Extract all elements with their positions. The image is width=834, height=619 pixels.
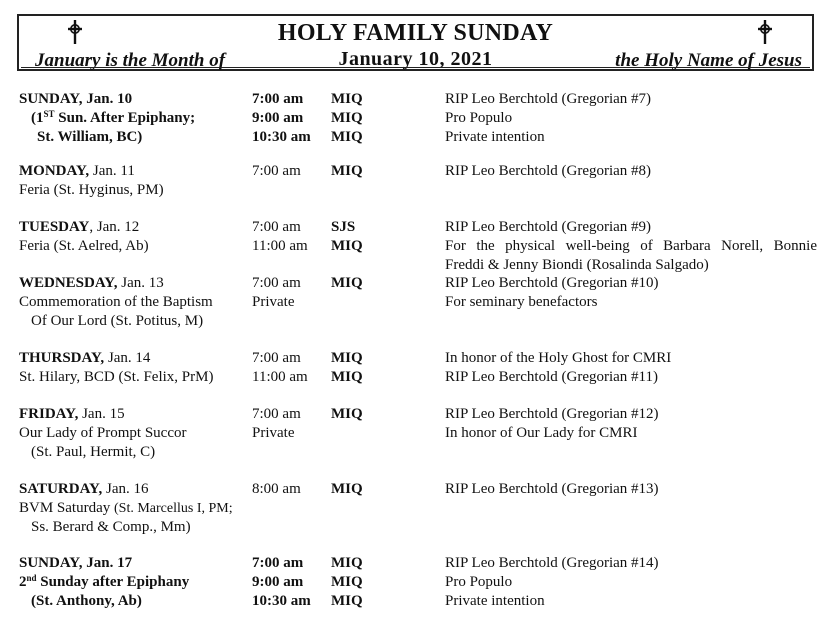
celebrant: MIQ <box>331 369 363 385</box>
feast-line: BVM Saturday (St. Marcellus I, PM; <box>19 500 233 516</box>
mass-time: Private <box>252 294 295 310</box>
mass-time: 11:00 am <box>252 369 308 385</box>
feast-line: (1ST Sun. After Epiphany; <box>31 109 196 126</box>
mass-intention: RIP Leo Berchtold (Gregorian #8) <box>445 163 652 179</box>
mass-time: 11:00 am <box>252 238 308 254</box>
mass-intention: RIP Leo Berchtold (Gregorian #10) <box>445 275 659 291</box>
celebrant: MIQ <box>331 574 363 590</box>
mass-intention-continued: Freddi & Jenny Biondi (Rosalinda Salgado) <box>445 257 709 273</box>
celebrant: MIQ <box>331 129 363 145</box>
celebrant: SJS <box>331 219 356 235</box>
mass-time: 7:00 am <box>252 219 301 235</box>
mass-time: 7:00 am <box>252 163 301 179</box>
feast-line: Of Our Lord (St. Potitus, M) <box>31 313 204 329</box>
feast-line: (St. Paul, Hermit, C) <box>31 444 156 460</box>
bulletin-header <box>17 14 814 71</box>
feast-line: 2nd Sunday after Epiphany <box>19 573 190 590</box>
header-divider <box>21 67 810 68</box>
mass-intention: Private intention <box>445 129 545 145</box>
mass-time: 10:30 am <box>252 129 311 145</box>
feast-line: St. Hilary, BCD (St. Felix, PrM) <box>19 369 214 385</box>
feast-line: St. William, BC) <box>37 129 143 145</box>
mass-intention: In honor of the Holy Ghost for CMRI <box>445 350 672 366</box>
day-heading: FRIDAY, Jan. 15 <box>19 406 125 422</box>
mass-time: 10:30 am <box>252 593 311 609</box>
bulletin-date: January 10, 2021 <box>338 48 493 70</box>
mass-intention: RIP Leo Berchtold (Gregorian #7) <box>445 91 652 107</box>
mass-time: 7:00 am <box>252 555 304 571</box>
day-heading: SATURDAY, Jan. 16 <box>19 481 149 497</box>
day-heading: SUNDAY, Jan. 17 <box>19 555 133 571</box>
mass-intention: For seminary benefactors <box>445 294 598 310</box>
month-dedication-right: the Holy Name of Jesus <box>615 50 802 71</box>
day-heading: MONDAY, Jan. 11 <box>19 163 135 179</box>
mass-intention: Pro Populo <box>445 110 513 126</box>
feast-line: Feria (St. Aelred, Ab) <box>19 238 149 254</box>
mass-time: 9:00 am <box>252 574 304 590</box>
celebrant: MIQ <box>331 91 363 107</box>
feast-line: Commemoration of the Baptism <box>19 294 213 310</box>
celebrant: MIQ <box>331 555 363 571</box>
mass-intention: In honor of Our Lady for CMRI <box>445 425 638 441</box>
mass-intention: RIP Leo Berchtold (Gregorian #14) <box>445 555 659 571</box>
mass-time: Private <box>252 425 295 441</box>
feast-line: Our Lady of Prompt Succor <box>19 425 187 441</box>
celebrant: MIQ <box>331 275 363 291</box>
celebrant: MIQ <box>331 350 363 366</box>
mass-intention: Pro Populo <box>445 574 513 590</box>
cross-icon <box>755 19 775 45</box>
mass-intention: RIP Leo Berchtold (Gregorian #11) <box>445 369 658 385</box>
celebrant: MIQ <box>331 481 363 497</box>
mass-intention: Private intention <box>445 593 545 609</box>
mass-time: 9:00 am <box>252 110 304 126</box>
mass-intention: RIP Leo Berchtold (Gregorian #9) <box>445 219 652 235</box>
mass-intention: RIP Leo Berchtold (Gregorian #13) <box>445 481 659 497</box>
mass-time: 7:00 am <box>252 91 304 107</box>
celebrant: MIQ <box>331 110 363 126</box>
mass-time: 7:00 am <box>252 406 301 422</box>
day-heading: SUNDAY, Jan. 10 <box>19 91 133 107</box>
page-title: HOLY FAMILY SUNDAY <box>277 20 554 46</box>
celebrant: MIQ <box>331 238 363 254</box>
mass-intention: For the physical well-being of Barbara Norell, Bonnie <box>445 238 817 254</box>
day-heading: WEDNESDAY, Jan. 13 <box>19 275 164 291</box>
mass-intention: RIP Leo Berchtold (Gregorian #12) <box>445 406 659 422</box>
mass-time: 8:00 am <box>252 481 301 497</box>
day-heading: THURSDAY, Jan. 14 <box>19 350 151 366</box>
mass-time: 7:00 am <box>252 350 301 366</box>
celebrant: MIQ <box>331 406 363 422</box>
mass-time: 7:00 am <box>252 275 301 291</box>
feast-line: Ss. Berard & Comp., Mm) <box>31 519 191 535</box>
day-heading: TUESDAY, Jan. 12 <box>19 219 140 235</box>
celebrant: MIQ <box>331 163 363 179</box>
feast-line: (St. Anthony, Ab) <box>31 593 142 609</box>
feast-line: Feria (St. Hyginus, PM) <box>19 182 164 198</box>
month-dedication-left: January is the Month of <box>35 50 226 71</box>
celebrant: MIQ <box>331 593 363 609</box>
